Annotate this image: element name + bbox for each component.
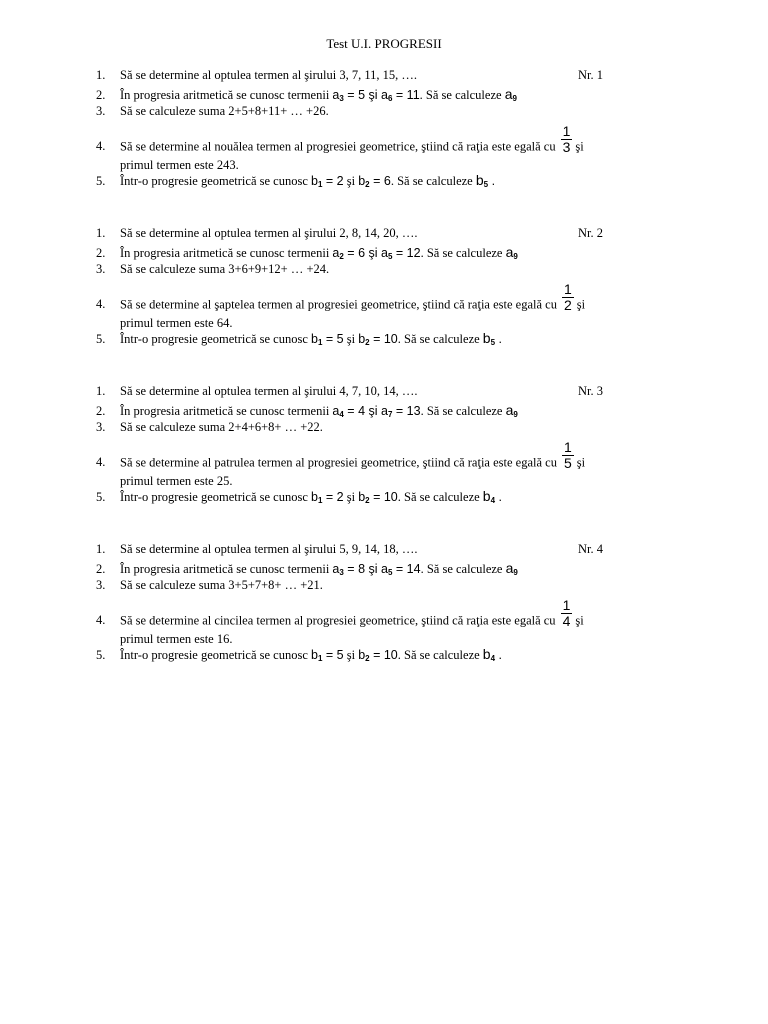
term-symbol: a — [332, 404, 340, 418]
term-index: 3 — [339, 568, 344, 577]
term-index: 1 — [317, 338, 323, 347]
fraction-denominator: 3 — [562, 139, 571, 155]
target-term — [483, 646, 495, 662]
fraction-denominator: 4 — [562, 613, 571, 629]
term-index: 2 — [365, 180, 370, 189]
given-term-1 — [311, 648, 344, 662]
ratio-fraction — [561, 598, 573, 629]
term-symbol: b — [475, 172, 484, 188]
term-symbol: b — [482, 646, 491, 662]
conjunction: şi — [343, 174, 359, 188]
question-text — [120, 172, 716, 189]
ratio-fraction — [562, 282, 574, 313]
question-text-tail: . Să se calculeze — [420, 404, 506, 418]
question-text-tail: şi — [575, 613, 584, 628]
term-symbol: a — [381, 562, 388, 576]
question-text — [120, 280, 716, 321]
given-term-2 — [358, 332, 398, 346]
question-text — [120, 86, 716, 103]
term-value: = 10 — [369, 490, 398, 504]
term-value: = 2 — [322, 174, 344, 188]
term-symbol: a — [332, 246, 340, 260]
term-value: = 14 — [392, 562, 421, 576]
question-5 — [96, 330, 716, 348]
given-term-1 — [332, 404, 365, 418]
term-value: = 5 — [343, 88, 366, 102]
term-symbol: b — [482, 488, 491, 504]
question-number: 5. — [96, 174, 106, 188]
test-variant-4 — [96, 542, 716, 664]
test-variant-2 — [96, 226, 716, 348]
question-number: 3. — [96, 578, 106, 592]
term-index: 2 — [365, 338, 370, 347]
question-number: 5. — [96, 490, 106, 504]
question-text: Să se calculeze suma 3+6+9+12+ … +24. — [120, 262, 330, 276]
conjunction: şi — [343, 490, 359, 504]
term-value: = 13 — [392, 404, 421, 418]
term-index: 9 — [512, 94, 517, 103]
question-number: 4. — [96, 297, 106, 312]
question-number: 1. — [96, 68, 106, 82]
question-text: Să se determine al optulea termen al şirului 5, 9, 14, 18, …. — [120, 542, 418, 556]
question-end: . — [488, 174, 496, 188]
question-number: 4. — [96, 139, 106, 154]
given-term-1 — [311, 174, 344, 188]
question-text-lead: În progresia aritmetică se cunosc termenii — [120, 562, 333, 576]
question-number: 4. — [96, 455, 106, 470]
question-text-tail: . Să se calculeze — [419, 88, 505, 102]
question-text — [120, 402, 716, 419]
question-text: Să se determine al optulea termen al şirului 3, 7, 11, 15, …. — [120, 68, 418, 82]
given-term-2 — [381, 404, 421, 418]
question-text-lead: În progresia aritmetică se cunosc termenii — [120, 88, 333, 102]
question-end: . — [495, 648, 502, 662]
question-text-lead: Într-o progresie geometrică se cunosc — [120, 490, 311, 504]
conjunction: şi — [365, 404, 382, 418]
question-text-continuation: primul termen este 16. — [120, 632, 233, 646]
fraction-numerator: 1 — [563, 439, 572, 455]
term-index: 5 — [387, 252, 393, 261]
given-term-2 — [381, 88, 420, 102]
term-index: 4 — [339, 410, 344, 419]
term-value: = 5 — [322, 332, 344, 346]
question-2 — [96, 560, 716, 578]
target-term — [476, 172, 488, 188]
term-index: 4 — [490, 496, 496, 505]
term-symbol: a — [381, 404, 388, 418]
question-5 — [96, 172, 716, 190]
term-symbol: b — [311, 174, 318, 188]
question-end: . — [495, 490, 502, 504]
conjunction: şi — [365, 246, 382, 260]
question-3 — [96, 578, 716, 596]
question-1 — [96, 384, 716, 402]
fraction-denominator: 2 — [563, 297, 572, 313]
term-index: 9 — [513, 252, 518, 261]
given-term-1 — [332, 562, 365, 576]
term-symbol: b — [358, 648, 366, 662]
question-1 — [96, 542, 716, 560]
question-text: Să se calculeze suma 3+5+7+8+ … +21. — [120, 578, 323, 592]
given-term-1 — [311, 490, 344, 504]
term-index: 1 — [317, 654, 323, 663]
question-text: Să se determine al optulea termen al şirului 4, 7, 10, 14, …. — [120, 384, 418, 398]
variant-number: Nr. 1 — [578, 68, 603, 82]
conjunction: şi — [365, 562, 382, 576]
question-text — [120, 244, 716, 261]
term-value: = 6 — [343, 246, 366, 260]
term-symbol: a — [381, 246, 388, 260]
question-text-lead: În progresia aritmetică se cunosc termenii — [120, 404, 333, 418]
conjunction: şi — [343, 332, 359, 346]
question-2 — [96, 86, 716, 104]
question-number: 3. — [96, 262, 106, 276]
fraction-numerator: 1 — [562, 123, 571, 139]
term-index: 5 — [387, 568, 393, 577]
question-text — [120, 596, 716, 637]
test-variant-3 — [96, 384, 716, 506]
question-text-tail: . Să se calculeze — [420, 562, 506, 576]
question-number: 1. — [96, 384, 106, 398]
question-text — [120, 438, 716, 479]
term-value: = 11 — [392, 88, 420, 102]
question-text-tail: şi — [576, 455, 586, 470]
variant-number: Nr. 3 — [578, 384, 603, 398]
target-term — [483, 330, 495, 346]
test-variant-1 — [96, 68, 716, 190]
term-value: = 8 — [343, 562, 366, 576]
target-term — [506, 560, 518, 576]
question-text-lead: În progresia aritmetică se cunosc termenii — [120, 246, 333, 260]
question-number: 4. — [96, 613, 106, 628]
term-index: 4 — [490, 654, 496, 663]
question-text: Să se determine al optulea termen al şirului 2, 8, 14, 20, …. — [120, 226, 418, 240]
given-term-2 — [381, 246, 421, 260]
question-number: 1. — [96, 226, 106, 240]
question-text — [120, 330, 716, 347]
question-3 — [96, 420, 716, 438]
question-text-continuation: primul termen este 64. — [120, 316, 233, 330]
question-4 — [96, 122, 716, 172]
question-1 — [96, 226, 716, 244]
term-symbol: a — [332, 562, 340, 576]
question-text: Să se calculeze suma 2+4+6+8+ … +22. — [120, 420, 323, 434]
question-3 — [96, 262, 716, 280]
question-text-lead: Să se determine al nouălea termen al progresiei geometrice, ştiind că raţia este egală cu — [120, 139, 556, 154]
given-term-1 — [332, 246, 365, 260]
question-text-lead: Să se determine al patrulea termen al progresiei geometrice, ştiind că raţia este egală cu — [120, 455, 557, 470]
term-value: = 12 — [392, 246, 421, 260]
term-index: 5 — [490, 338, 496, 347]
question-text-tail: şi — [575, 139, 584, 154]
question-text — [120, 646, 716, 663]
term-symbol: b — [358, 332, 366, 346]
given-term-2 — [358, 174, 391, 188]
term-symbol: a — [505, 244, 514, 260]
term-symbol: b — [311, 490, 318, 504]
question-number: 2. — [96, 404, 106, 418]
term-value: = 5 — [322, 648, 344, 662]
given-term-2 — [358, 648, 398, 662]
term-symbol: b — [482, 330, 491, 346]
question-text-lead: Într-o progresie geometrică se cunosc — [120, 332, 311, 346]
term-symbol: a — [505, 560, 514, 576]
term-symbol: a — [505, 402, 514, 418]
target-term — [506, 244, 518, 260]
question-number: 1. — [96, 542, 106, 556]
question-4 — [96, 596, 716, 646]
question-text: Să se calculeze suma 2+5+8+11+ … +26. — [120, 104, 329, 118]
question-number: 5. — [96, 332, 106, 346]
question-number: 5. — [96, 648, 106, 662]
term-symbol: b — [311, 332, 318, 346]
question-text-lead: Să se determine al şaptelea termen al progresiei geometrice, ştiind că raţia este egală cu — [120, 297, 557, 312]
question-2 — [96, 244, 716, 262]
question-number: 3. — [96, 420, 106, 434]
fraction-numerator: 1 — [562, 597, 571, 613]
term-index: 5 — [483, 180, 489, 189]
question-text-lead: Într-o progresie geometrică se cunosc — [120, 648, 311, 662]
question-number: 2. — [96, 562, 106, 576]
question-text-tail: şi — [576, 297, 586, 312]
question-text-tail: . Să se calculeze — [397, 648, 483, 662]
variant-number: Nr. 4 — [578, 542, 603, 556]
given-term-1 — [332, 88, 365, 102]
target-term — [483, 488, 495, 504]
question-text-lead: Să se determine al cincilea termen al progresiei geometrice, ştiind că raţia este egală cu — [120, 613, 556, 628]
given-term-2 — [381, 562, 421, 576]
term-symbol: b — [358, 490, 366, 504]
term-value: = 10 — [369, 648, 398, 662]
question-text — [120, 122, 716, 163]
term-index: 1 — [317, 496, 323, 505]
conjunction: şi — [365, 88, 382, 102]
target-term — [506, 402, 518, 418]
term-index: 2 — [339, 252, 344, 261]
question-4 — [96, 438, 716, 488]
fraction-numerator: 1 — [563, 281, 572, 297]
term-value: = 10 — [369, 332, 398, 346]
term-value: = 6 — [369, 174, 391, 188]
term-index: 9 — [513, 568, 518, 577]
term-index: 2 — [365, 654, 370, 663]
ratio-fraction — [562, 440, 574, 471]
variant-number: Nr. 2 — [578, 226, 603, 240]
question-text-tail: . Să se calculeze — [397, 490, 483, 504]
term-symbol: a — [504, 86, 513, 102]
term-index: 7 — [387, 410, 393, 419]
question-text-lead: Într-o progresie geometrică se cunosc — [120, 174, 311, 188]
question-4 — [96, 280, 716, 330]
term-index: 3 — [339, 94, 344, 103]
term-index: 9 — [513, 410, 518, 419]
term-index: 2 — [365, 496, 370, 505]
question-number: 2. — [96, 246, 106, 260]
question-text — [120, 488, 716, 505]
question-5 — [96, 646, 716, 664]
target-term — [505, 86, 517, 102]
given-term-2 — [358, 490, 398, 504]
fraction-denominator: 5 — [563, 455, 572, 471]
term-index: 6 — [387, 94, 393, 103]
term-value: = 2 — [322, 490, 344, 504]
term-symbol: a — [381, 88, 388, 102]
question-number: 2. — [96, 88, 106, 102]
question-5 — [96, 488, 716, 506]
question-text-tail: . Să se calculeze — [420, 246, 506, 260]
conjunction: şi — [343, 648, 359, 662]
term-value: = 4 — [343, 404, 366, 418]
question-1 — [96, 68, 716, 86]
given-term-1 — [311, 332, 344, 346]
question-text-tail: . Să se calculeze — [397, 332, 483, 346]
question-end: . — [495, 332, 502, 346]
question-text-tail: . Să se calculeze — [390, 174, 476, 188]
page-title: Test U.I. PROGRESII — [326, 36, 442, 51]
term-index: 1 — [317, 180, 323, 189]
term-symbol: b — [311, 648, 318, 662]
term-symbol: a — [332, 88, 340, 102]
term-symbol: b — [358, 174, 366, 188]
ratio-fraction — [561, 124, 573, 155]
question-2 — [96, 402, 716, 420]
question-text — [120, 560, 716, 577]
question-text-continuation: primul termen este 25. — [120, 474, 233, 488]
question-3 — [96, 104, 716, 122]
question-number: 3. — [96, 104, 106, 118]
question-text-continuation: primul termen este 243. — [120, 158, 239, 172]
